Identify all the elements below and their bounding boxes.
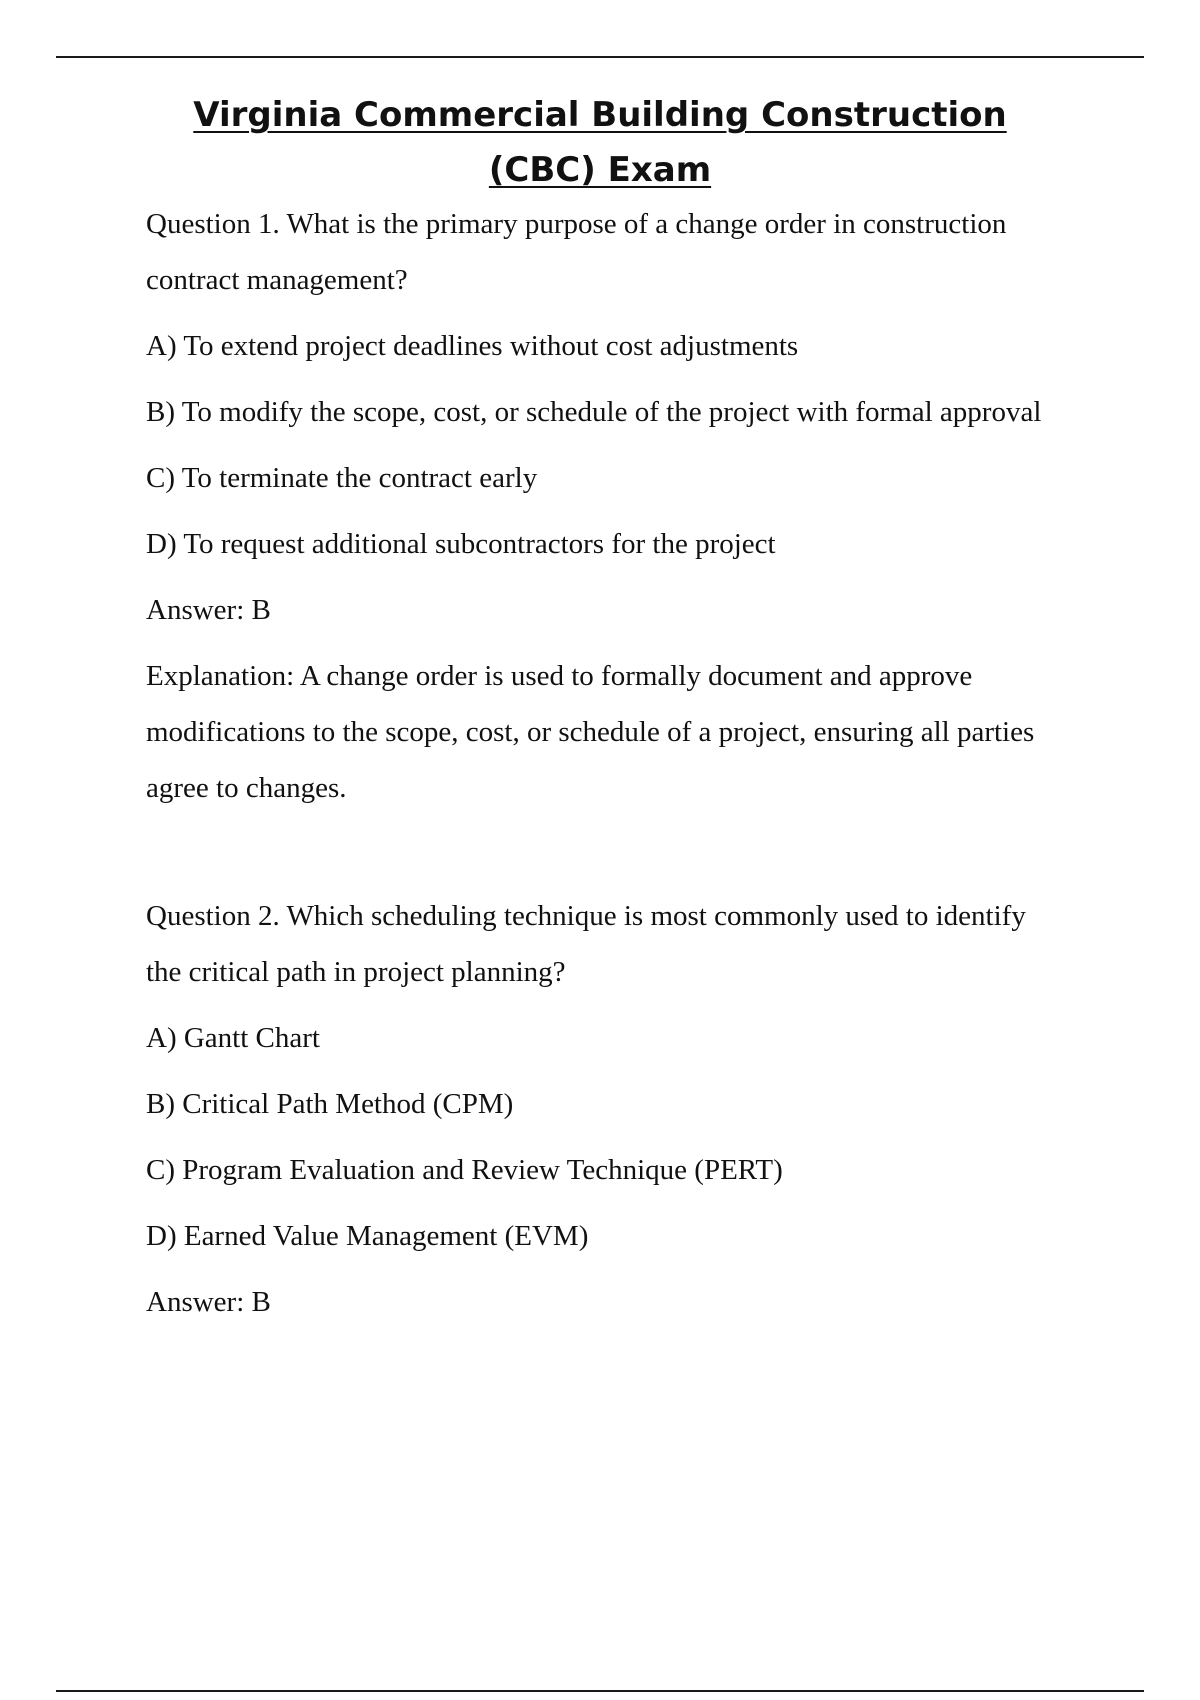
answer: Answer: B <box>146 594 271 626</box>
bottom-rule <box>56 1690 1144 1692</box>
title-line-1: Virginia Commercial Building Construction <box>193 95 1007 135</box>
option-d: D) To request additional subcontractors for the project <box>146 528 776 560</box>
question-text: Question 2. Which scheduling technique is most commonly used to identify the critical path in project planning? <box>146 900 1026 988</box>
top-rule <box>56 56 1144 58</box>
document-body <box>146 196 1046 1340</box>
option-c: C) To terminate the contract early <box>146 462 538 494</box>
option-c: C) Program Evaluation and Review Technique (PERT) <box>146 1154 783 1186</box>
answer: Answer: B <box>146 1286 271 1318</box>
option-d: D) Earned Value Management (EVM) <box>146 1220 589 1252</box>
option-b: B) To modify the scope, cost, or schedule of the project with formal approval <box>146 396 1042 428</box>
option-a: A) Gantt Chart <box>146 1022 320 1054</box>
option-b: B) Critical Path Method (CPM) <box>146 1088 514 1120</box>
option-a: A) To extend project deadlines without cost adjustments <box>146 330 799 362</box>
title-line-2: (CBC) Exam <box>488 150 712 190</box>
explanation: Explanation: A change order is used to formally document and approve modifications to the scope, cost, or schedule of a project, ensuring all parties agree to changes. <box>146 660 1035 804</box>
question-1 <box>146 196 1046 816</box>
page-title <box>0 88 1200 198</box>
section-spacer <box>146 826 1046 888</box>
question-text: Question 1. What is the primary purpose of a change order in construction contract management? <box>146 208 1007 296</box>
question-2 <box>146 888 1046 1330</box>
